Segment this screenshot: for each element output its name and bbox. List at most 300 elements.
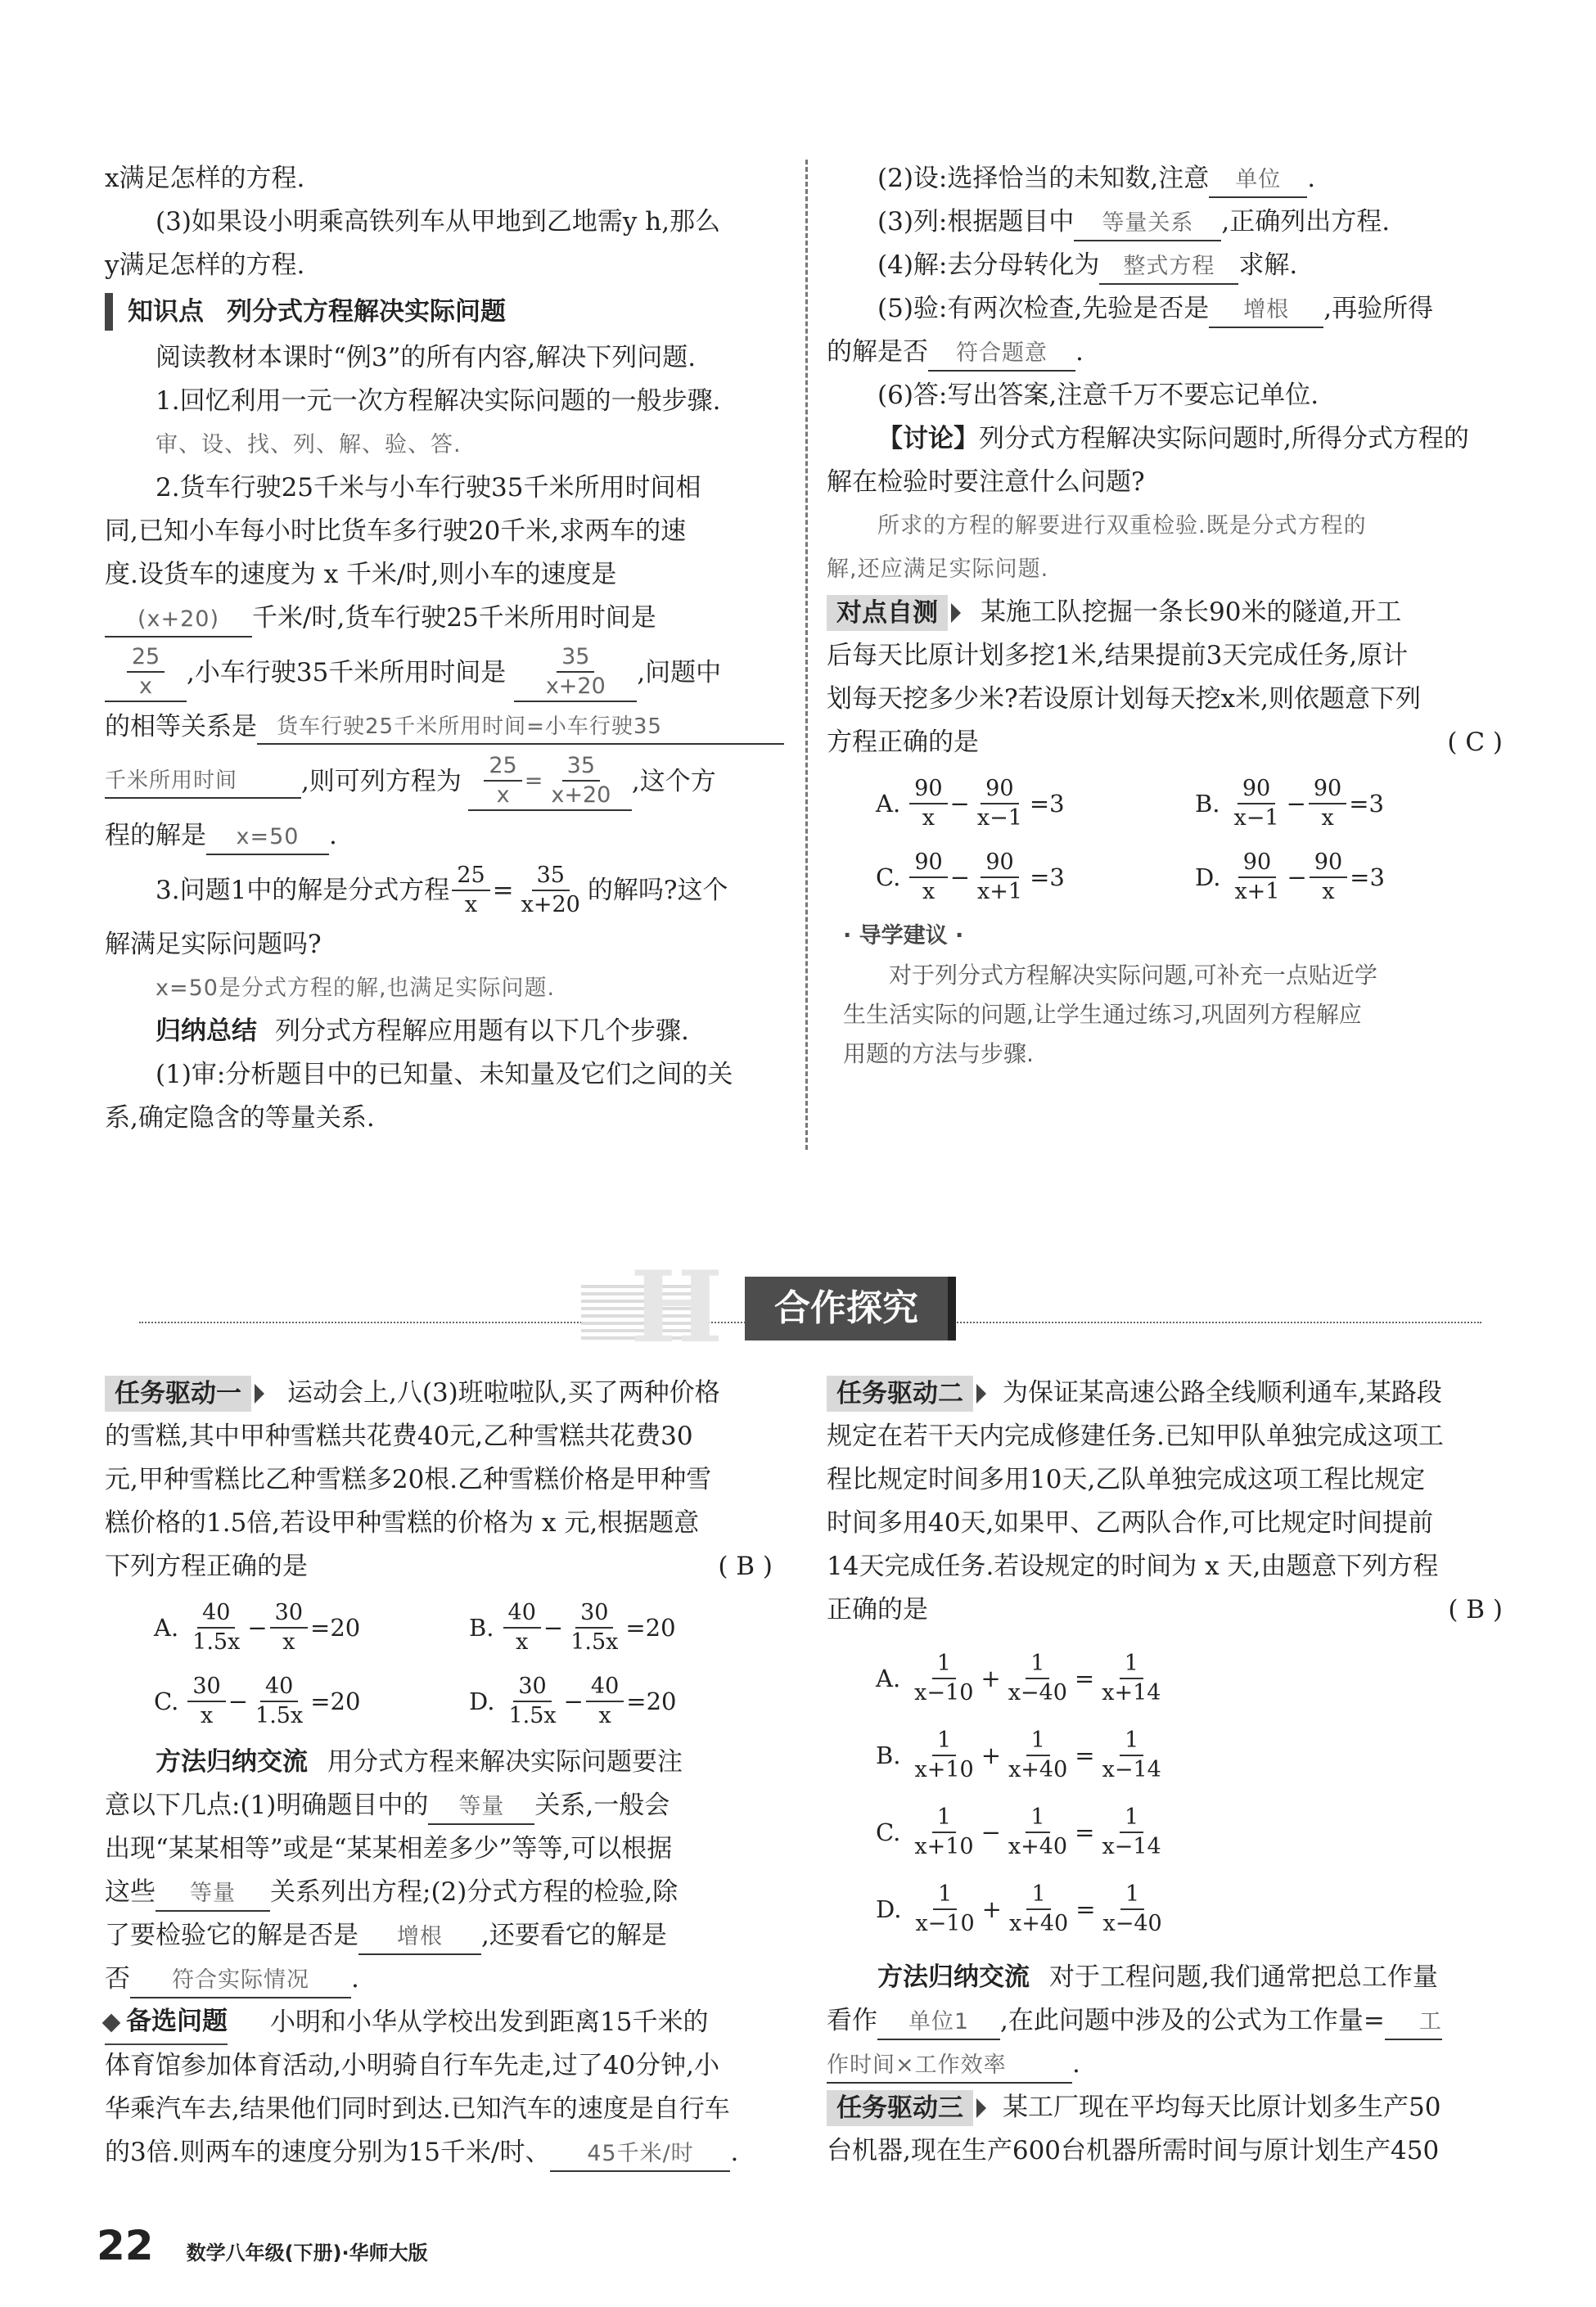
operator: − <box>228 1687 249 1715</box>
text-line <box>827 331 1514 374</box>
book-title: 数学八年级(下册)·华师大版 <box>186 2242 428 2264</box>
text-line: 出现“某某相等”或是“某某相差多少”等等,可以根据 <box>105 1834 673 1863</box>
guide-text <box>827 956 1514 1074</box>
fraction <box>1004 1881 1073 1938</box>
text-line <box>105 749 784 814</box>
text: 某工厂现在平均每天比原计划多生产50 <box>1003 2093 1441 2122</box>
option-label: D. <box>876 1895 902 1923</box>
text: 的解吗?这个 <box>587 875 728 905</box>
text-line <box>105 1372 784 1415</box>
text-line: 阅读教材本课时“例3”的所有内容,解决下列问题. <box>156 343 697 372</box>
fraction <box>1097 1650 1165 1707</box>
fraction <box>187 1673 225 1730</box>
denominator: 1.5x <box>570 1629 619 1655</box>
fraction <box>541 643 611 701</box>
fraction <box>1309 775 1346 832</box>
denominator: x−10 <box>914 1680 974 1705</box>
option-label: D. <box>1195 863 1221 891</box>
option-d <box>1195 846 1514 908</box>
answer-choice: ( C ) <box>1447 728 1503 757</box>
option-list <box>876 1640 1514 1948</box>
handwritten-answer: 审、设、找、列、解、验、答. <box>156 432 462 457</box>
option-label: A. <box>876 1664 901 1692</box>
text: 为保证某高速公路全线顺利通车,某路段 <box>1003 1378 1442 1408</box>
operator: − <box>949 789 970 818</box>
fraction <box>1229 849 1284 906</box>
text: . <box>1307 164 1316 193</box>
denominator: x+40 <box>1008 1757 1068 1782</box>
numerator: 30 <box>575 1599 613 1629</box>
denominator: x <box>516 1629 529 1655</box>
method-tag: 方法归纳交流 <box>156 1747 308 1777</box>
option-d <box>469 1670 784 1733</box>
answer-blank: 符合实际情况 <box>130 1964 351 1998</box>
fraction <box>1003 1650 1072 1707</box>
text-line <box>827 591 1514 634</box>
text-line: 元,甲种雪糕比乙种雪糕多20根.乙种雪糕价格是甲种雪 <box>105 1465 712 1494</box>
answer-blank: 等量 <box>428 1791 534 1825</box>
numerator: 25 <box>452 862 489 891</box>
denominator: x <box>1322 879 1335 904</box>
numerator: 1 <box>1120 1727 1143 1756</box>
banner-letter: H <box>630 1250 724 1365</box>
numerator: 25 <box>484 752 521 782</box>
text: 千米/时,货车行驶25千米所用时间是 <box>252 603 656 633</box>
numerator: 1 <box>932 1804 956 1833</box>
task-tag-3: 任务驱动三 <box>827 2090 973 2126</box>
heading-bar <box>105 293 113 331</box>
text-line: 1.回忆利用一元一次方程解决实际问题的一般步骤. <box>156 386 721 416</box>
fraction <box>452 862 489 919</box>
answer-blank <box>105 643 187 702</box>
handwritten-answer: x=50是分式方程的解,也满足实际问题. <box>156 976 556 1001</box>
answer-blank <box>514 643 637 702</box>
diamond-icon <box>102 2013 121 2032</box>
fraction <box>909 775 947 832</box>
rhs: =20 <box>625 1613 676 1642</box>
equals-sign: = <box>1074 1664 1095 1692</box>
numerator: 35 <box>562 752 600 782</box>
numerator: 1 <box>1120 1881 1144 1910</box>
fraction <box>127 643 165 701</box>
text-line <box>827 417 1514 461</box>
answer-blank: 45千米/时 <box>550 2138 730 2172</box>
text-line: 解满足实际问题吗? <box>105 930 322 959</box>
numerator: 30 <box>187 1673 225 1702</box>
option-grid <box>154 1597 784 1733</box>
text: 这些 <box>105 1877 156 1907</box>
section-banner <box>139 1250 1481 1365</box>
denominator: x+1 <box>1234 879 1280 904</box>
fraction <box>1097 1804 1165 1861</box>
text-line: 时间多用40天,如果甲、乙两队合作,可比规定时间提前 <box>827 1508 1434 1538</box>
fraction <box>546 752 615 809</box>
operator: − <box>563 1687 584 1715</box>
text-line: 后每天比原计划多挖1米,结果提前3天完成任务,原计 <box>827 641 1409 670</box>
text-line <box>827 1999 1514 2043</box>
answer-blank: 等量 <box>156 1877 270 1912</box>
answer-blank: 符合题意 <box>928 337 1075 372</box>
numerator: 40 <box>586 1673 624 1702</box>
denominator: x+20 <box>545 674 606 699</box>
fraction <box>250 1673 308 1730</box>
text-line <box>105 1958 784 2001</box>
numerator: 1 <box>932 1650 956 1679</box>
numerator: 1 <box>1026 1881 1050 1910</box>
denominator: x+20 <box>551 782 611 808</box>
text: 的解是否 <box>827 337 928 367</box>
denominator: x <box>1321 805 1334 831</box>
handwritten-answer: 所求的方程的解要进行双重检验.既是分式方程的 <box>877 513 1367 538</box>
text: (3)列:根据题目中 <box>877 207 1075 237</box>
text-line: 系,确定隐含的等量关系. <box>105 1103 375 1133</box>
text-line: (1)审:分析题目中的已知量、未知量及它们之间的关 <box>156 1060 733 1089</box>
fraction <box>909 1650 978 1707</box>
text: ,在此问题中涉及的公式为工作量= <box>1000 2006 1385 2035</box>
right-bottom-column <box>827 1372 1514 2173</box>
operator: + <box>981 1895 1002 1923</box>
text: 列分式方程解应用题有以下几个步骤. <box>275 1016 689 1046</box>
numerator: 1 <box>933 1881 957 1910</box>
text: 看作 <box>827 2006 877 2035</box>
numerator: 40 <box>260 1673 298 1702</box>
text-line <box>827 2043 1514 2086</box>
summary-line <box>105 1010 784 1053</box>
fraction <box>1003 1804 1072 1861</box>
option-b <box>1195 773 1514 835</box>
text: . <box>1072 2049 1080 2079</box>
text-line <box>105 1545 784 1588</box>
text: 对于工程问题,我们通常把总工作量 <box>1049 1962 1438 1992</box>
answer-blank: 单位 <box>1209 164 1307 198</box>
operator: − <box>1286 789 1306 818</box>
numerator: 25 <box>127 643 165 673</box>
text-line: 糕价格的1.5倍,若设甲种雪糕的价格为 x 元,根据题意 <box>105 1508 700 1538</box>
guide-title: · 导学建议 · <box>843 923 964 948</box>
answer-blank: 工 <box>1385 2006 1442 2040</box>
text: 关系,一般会 <box>534 1791 670 1820</box>
banner-title: 合作探究 <box>745 1277 956 1340</box>
answer-blank: 单位1 <box>877 2006 1000 2040</box>
equals-sign: = <box>1075 1895 1096 1923</box>
numerator: 40 <box>503 1599 541 1629</box>
rhs: =3 <box>1030 863 1065 891</box>
fraction <box>566 1599 623 1656</box>
text-line <box>827 287 1514 331</box>
option-label: D. <box>469 1687 495 1715</box>
equals-sign: = <box>1075 1741 1095 1769</box>
option-b <box>876 1717 1514 1794</box>
answer-blank: 作时间×工作效率 <box>827 2049 1072 2084</box>
option-label: C. <box>154 1687 179 1715</box>
numerator: 90 <box>1309 775 1346 804</box>
text: 列分式方程解决实际问题时,所得分式方程的 <box>979 424 1469 453</box>
option-a <box>154 1597 469 1659</box>
knowledge-heading <box>105 287 784 336</box>
text-line: 体育馆参加体育活动,小明骑自行车先走,过了40分钟,小 <box>105 2051 720 2080</box>
equals-sign: = <box>1075 1818 1095 1846</box>
guide-line: 对于列分式方程解决实际问题,可补充一点贴近学 <box>889 962 1377 989</box>
numerator: 90 <box>909 775 947 804</box>
equals-sign: = <box>524 768 544 794</box>
summary-tag: 归纳总结 <box>156 1016 257 1046</box>
answer-choice: ( B ) <box>1448 1595 1503 1624</box>
text: 意以下几点:(1)明确题目中的 <box>105 1791 429 1820</box>
text: 关系列出方程;(2)分式方程的检验,除 <box>270 1877 679 1907</box>
fraction <box>503 1599 541 1656</box>
numerator: 90 <box>909 849 947 878</box>
text-line: y满足怎样的方程. <box>105 250 305 280</box>
text-line: 程比规定时间多用10天,乙队单独完成这项工程比规定 <box>827 1465 1426 1494</box>
fraction <box>1098 1727 1166 1784</box>
numerator: 35 <box>557 643 594 673</box>
denominator: x <box>139 674 152 699</box>
fraction <box>972 775 1027 832</box>
denominator: x+14 <box>1102 1680 1161 1705</box>
fraction <box>503 1673 561 1730</box>
text: ,问题中 <box>637 657 722 687</box>
text-line <box>105 858 784 923</box>
option-a <box>876 1640 1514 1717</box>
denominator: x <box>922 879 936 904</box>
denominator: x+40 <box>1008 1834 1068 1859</box>
denominator: x−14 <box>1102 1757 1161 1782</box>
text: ,还要看它的解是 <box>481 1921 667 1950</box>
text: 小明和小华从学校出发到距离15千米的 <box>270 2007 709 2037</box>
guide-line: 生生活实际的问题,让学生通过练习,巩固列方程解应 <box>843 1001 1362 1028</box>
answer-blank: 货车行驶25千米所用时间=小车行驶35 <box>257 710 784 745</box>
numerator: 35 <box>532 862 570 891</box>
denominator: x+10 <box>914 1834 974 1859</box>
answer-blank <box>468 752 632 811</box>
denominator: x <box>922 805 935 831</box>
numerator: 90 <box>981 775 1018 804</box>
denominator: x+1 <box>977 879 1023 904</box>
text: 3.问题1中的解是分式方程 <box>156 875 450 905</box>
text-line <box>105 640 784 705</box>
denominator: 1.5x <box>508 1703 557 1728</box>
equals-sign: = <box>492 875 514 905</box>
text: . <box>730 2138 739 2167</box>
page-number: 22 <box>97 2222 154 2269</box>
denominator: x−1 <box>1233 805 1279 831</box>
text-line: 规定在若干天内完成修建任务.已知甲队单独完成这项工 <box>827 1422 1444 1451</box>
denominator: x <box>464 892 478 917</box>
numerator: 30 <box>270 1599 308 1629</box>
text: (5)验:有两次检查,先验是否是 <box>877 294 1210 323</box>
text-line <box>827 201 1514 244</box>
fraction <box>586 1673 624 1730</box>
numerator: 1 <box>1026 1650 1049 1679</box>
answer-blank: 千米所用时间 <box>105 764 301 799</box>
option-grid <box>876 773 1514 908</box>
answer-blank: 整式方程 <box>1099 250 1238 285</box>
text: 程的解是 <box>105 821 206 850</box>
text: ,则可列方程为 <box>301 766 462 796</box>
numerator: 1 <box>1026 1804 1049 1833</box>
page-footer <box>97 2222 428 2269</box>
denominator: x <box>282 1629 295 1655</box>
left-top-column <box>105 157 784 1140</box>
text: 方程正确的是 <box>827 728 979 757</box>
option-label: B. <box>469 1613 494 1642</box>
denominator: x−14 <box>1102 1834 1161 1859</box>
denominator: x <box>200 1703 214 1728</box>
text-line <box>827 1372 1514 1415</box>
text-line: 划每天挖多少米?若设原计划每天挖x米,则依题意下列 <box>827 684 1421 714</box>
fraction <box>909 1804 978 1861</box>
option-label: B. <box>876 1741 901 1769</box>
text-line <box>827 1588 1514 1632</box>
task-tag-1: 任务驱动一 <box>105 1376 251 1412</box>
option-label: A. <box>876 789 901 818</box>
method-line <box>827 1956 1514 1999</box>
rhs: =20 <box>626 1687 677 1715</box>
fraction <box>187 1599 245 1656</box>
fraction <box>516 862 585 919</box>
text: 的3倍.则两车的速度分别为15千米/时、 <box>105 2138 551 2167</box>
denominator: x−40 <box>1008 1680 1067 1705</box>
text-line <box>105 2131 784 2174</box>
rhs: =20 <box>310 1613 361 1642</box>
option-c <box>876 1794 1514 1871</box>
operator: + <box>981 1664 1001 1692</box>
fraction <box>1310 849 1347 906</box>
denominator: x−1 <box>976 805 1022 831</box>
numerator: 90 <box>1238 775 1275 804</box>
left-bottom-column <box>105 1372 784 2174</box>
text: ,正确列出方程. <box>1221 207 1391 237</box>
numerator: 30 <box>513 1673 551 1702</box>
text-line: 解在检验时要注意什么问题? <box>827 467 1145 497</box>
denominator: x−10 <box>915 1911 975 1936</box>
text-line: x满足怎样的方程. <box>105 164 305 193</box>
rhs: =3 <box>1349 789 1384 818</box>
text: 运动会上,八(3)班啦啦队,买了两种价格 <box>287 1378 720 1408</box>
operator: − <box>543 1613 564 1642</box>
text: ,这个方 <box>631 766 716 796</box>
text-line <box>105 1784 784 1827</box>
guide-line: 用题的方法与步骤. <box>843 1040 1034 1067</box>
denominator: x+20 <box>521 892 580 917</box>
text: 否 <box>105 1964 130 1994</box>
right-top-column <box>827 157 1514 1074</box>
answer-blank: 等量关系 <box>1074 207 1221 241</box>
text-line: (6)答:写出答案,注意千万不要忘记单位. <box>877 381 1319 410</box>
operator: + <box>981 1741 1002 1769</box>
option-label: C. <box>876 1818 901 1846</box>
denominator: x+10 <box>914 1757 974 1782</box>
option-d <box>876 1871 1514 1948</box>
fraction <box>1098 1881 1167 1938</box>
text: 某施工队挖掘一条长90米的隧道,开工 <box>981 597 1402 627</box>
method-tag: 方法归纳交流 <box>877 1962 1030 1992</box>
text-line <box>105 1871 784 1914</box>
answer-blank: 增根 <box>1209 294 1323 328</box>
denominator: x+40 <box>1008 1911 1069 1936</box>
numerator: 1 <box>1026 1727 1050 1756</box>
text-line: 的雪糕,其中甲种雪糕共花费40元,乙种雪糕共花费30 <box>105 1422 693 1451</box>
text-line <box>827 2086 1514 2129</box>
text: . <box>351 1964 359 1994</box>
text: 求解. <box>1238 250 1298 280</box>
method-line <box>105 1741 784 1784</box>
fraction <box>270 1599 308 1656</box>
rhs: =3 <box>1029 789 1065 818</box>
numerator: 1 <box>932 1727 956 1756</box>
text-line <box>827 721 1514 764</box>
text-line: 华乘汽车去,结果他们同时到达.已知汽车的速度是自行车 <box>105 2094 730 2124</box>
text-line <box>105 2001 784 2044</box>
text-line: (3)如果设小明乘高铁列车从甲地到乙地需y h,那么 <box>156 207 721 237</box>
text-line: 2.货车行驶25千米与小车行驶35千米所用时间相 <box>156 473 701 502</box>
self-test-tag: 对点自测 <box>827 595 948 631</box>
text-line: 台机器,现在生产600台机器所需时间与原计划生产450 <box>827 2136 1440 2165</box>
option-label: A. <box>154 1613 179 1642</box>
option-c <box>154 1670 469 1733</box>
option-label: C. <box>876 863 901 891</box>
numerator: 40 <box>197 1599 235 1629</box>
operator: − <box>981 1818 1001 1846</box>
task-tag-2: 任务驱动二 <box>827 1376 973 1412</box>
text-line <box>105 597 784 640</box>
knowledge-title: 列分式方程解决实际问题 <box>227 296 506 327</box>
text: 正确的是 <box>827 1595 928 1624</box>
column-divider <box>805 160 808 1150</box>
fraction <box>484 752 521 809</box>
text: 的相等关系是 <box>105 712 257 741</box>
text: (2)设:选择恰当的未知数,注意 <box>877 164 1210 193</box>
text: 下列方程正确的是 <box>105 1552 308 1581</box>
operator: − <box>949 863 971 891</box>
answer-blank: 增根 <box>358 1921 481 1955</box>
text-line <box>827 157 1514 201</box>
rhs: =20 <box>310 1687 361 1715</box>
handwritten-answer: 解,还应满足实际问题. <box>827 556 1049 582</box>
text: 用分式方程来解决实际问题要注 <box>327 1747 683 1777</box>
text-line: 14天完成任务.若设规定的时间为 x 天,由题意下列方程 <box>827 1552 1439 1581</box>
option-c <box>876 846 1195 908</box>
operator: − <box>1287 863 1307 891</box>
fraction <box>1229 775 1284 832</box>
operator: − <box>247 1613 268 1642</box>
text: 了要检验它的解是否是 <box>105 1921 358 1950</box>
text-line <box>105 1914 784 1958</box>
knowledge-tag: 知识点 <box>128 296 204 327</box>
fraction <box>972 849 1027 906</box>
answer-blank: (x+20) <box>105 603 252 638</box>
text: ,小车行驶35千米所用时间是 <box>187 657 507 687</box>
text: ,再验所得 <box>1323 294 1434 323</box>
discussion-tag: 【讨论】 <box>877 424 979 453</box>
option-b <box>469 1597 784 1659</box>
answer-choice: ( B ) <box>718 1552 773 1581</box>
denominator: x <box>496 782 510 808</box>
option-label: B. <box>1195 789 1220 818</box>
text-line <box>105 705 784 749</box>
denominator: x−40 <box>1102 1911 1162 1936</box>
text-line: 度.设货车的速度为 x 千米/时,则小车的速度是 <box>105 560 617 589</box>
numerator: 1 <box>1120 1650 1143 1679</box>
text: (4)解:去分母转化为 <box>877 250 1100 280</box>
numerator: 1 <box>1120 1804 1143 1833</box>
alt-tag-text: 备选问题 <box>126 2007 228 2036</box>
numerator: 90 <box>1310 849 1347 878</box>
text-line <box>105 814 784 858</box>
rhs: =3 <box>1350 863 1385 891</box>
denominator: x <box>598 1703 611 1728</box>
answer-blank: x=50 <box>206 821 329 855</box>
